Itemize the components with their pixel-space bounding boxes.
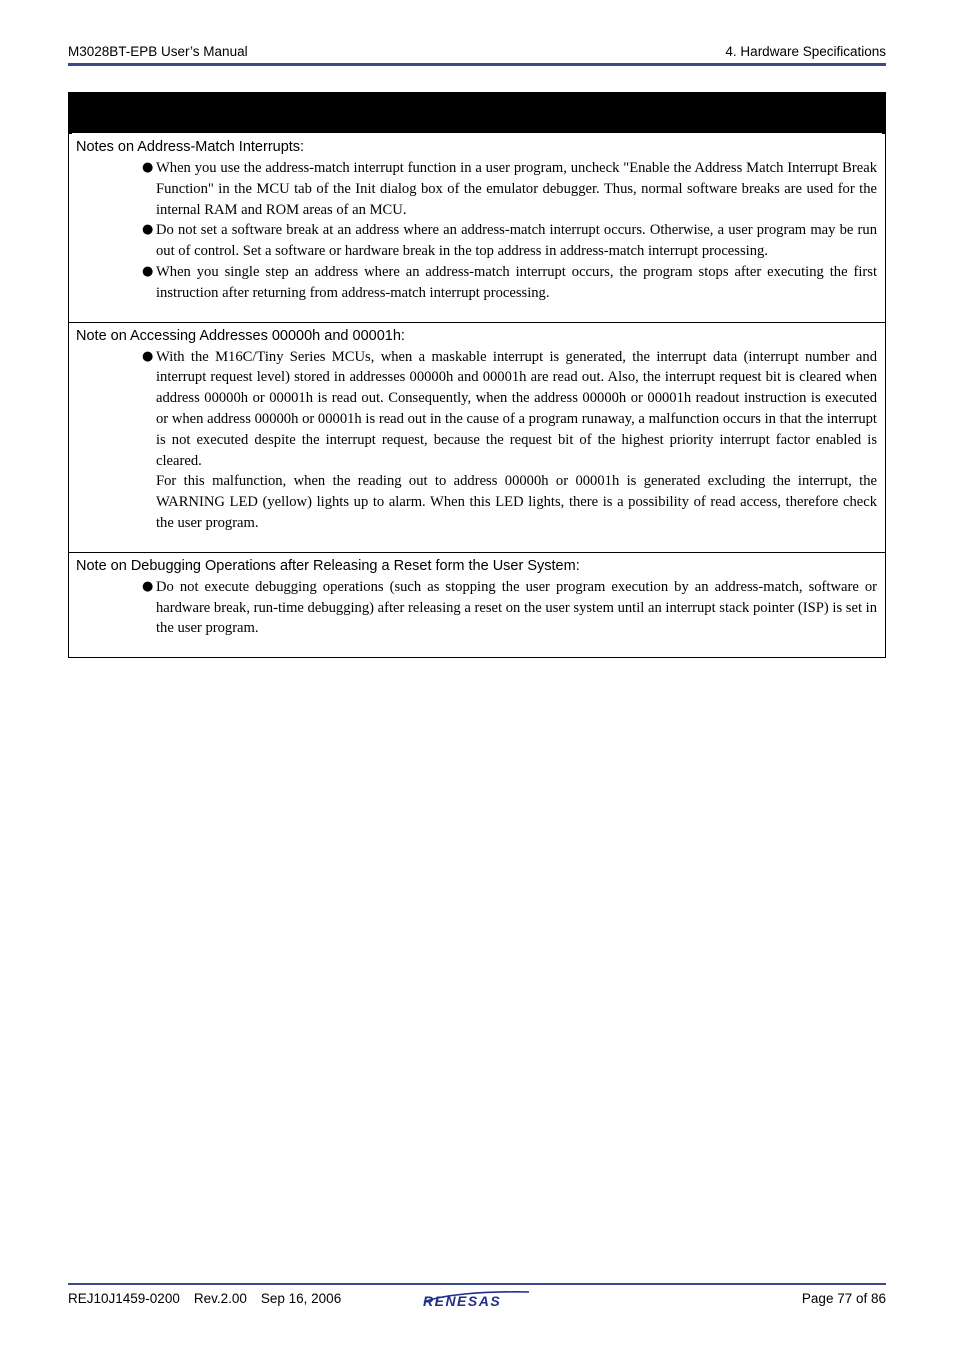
list-item	[76, 577, 877, 639]
list-item	[76, 347, 877, 534]
renesas-logo	[421, 1289, 535, 1309]
notes-section-address-match	[69, 134, 885, 322]
bullet-text: When you single step an address where an address-match interrupt occurs, the program stops after executing the first instruction after returning from address-match interrupt processing.	[156, 263, 877, 301]
list-item	[76, 220, 877, 262]
footer-rule	[68, 1283, 886, 1285]
bullet-list	[76, 158, 877, 304]
section-title: Notes on Address-Match Interrupts:	[76, 139, 305, 155]
bullet-text: Do not execute debugging operations (such as stopping the user program execution by an address-match, software or hardware break, run-time debugging) after releasing a reset on the user system until an interrupt stack pointer (ISP) is set in the user program.	[156, 578, 877, 637]
chapter-title: 4. Hardware Specifications	[725, 44, 886, 59]
bullet-text: When you use the address-match interrupt function in a user program, uncheck "Enable the Address Match Interrupt Break Function" in the MCU tab of the Init dialog box of the emulator debugger. Thus, normal software breaks are used for the internal RAM and ROM areas of an MCU.	[156, 160, 877, 218]
page-footer	[68, 1291, 886, 1309]
page-header	[68, 44, 886, 62]
bullet-icon: ●	[142, 348, 154, 364]
revision: Rev.2.00	[193, 1291, 247, 1306]
footer-doc-info	[68, 1291, 341, 1306]
date: Sep 16, 2006	[260, 1291, 342, 1306]
bullet-list	[76, 347, 877, 534]
bullet-icon: ●	[142, 222, 154, 238]
notes-box	[68, 92, 886, 658]
header-rule	[68, 63, 886, 66]
list-item	[76, 262, 877, 304]
list-item	[76, 158, 877, 220]
notes-section-addresses	[69, 322, 885, 552]
bullet-continuation: For this malfunction, when the reading out to address 00000h or 00001h is generated excluding the interrupt, the WARNING LED (yellow) lights up to alarm. When this LED lights, there is a possibility of read access, therefore check the user program.	[156, 473, 877, 531]
bullet-list	[76, 577, 877, 639]
bullet-icon: ●	[142, 160, 154, 175]
bullet-icon: ●	[142, 578, 154, 594]
bullet-text: Do not set a software break at an address where an address-match interrupt occurs. Otherwise, a user program may be run out of control. Set a software or hardware break in the top address in address-match interrupt processing.	[156, 222, 877, 260]
section-title: Note on Accessing Addresses 00000h and 00001h:	[76, 327, 405, 344]
section-title: Note on Debugging Operations after Releasing a Reset form the User System:	[76, 557, 580, 574]
manual-title: M3028BT-EPB User’s Manual	[68, 44, 248, 59]
bullet-icon: ●	[142, 263, 154, 279]
bullet-text: With the M16C/Tiny Series MCUs, when a maskable interrupt is generated, the interrupt data (interrupt number and interrupt request level) stored in addresses 00000h and 00001h are read out. Also, the interrupt request bit is cleared when address 00000h or 00001h is read out. Consequently, when the address 00000h or 00001h readout instruction is executed or when address 00000h or 00001h is read out in the cause of a program runaway, a malfunction occurs in that the interrupt is not executed despite the interrupt request, because the request bit of the highest priority interrupt factor enabled is cleared.	[156, 348, 877, 469]
notes-section-reset	[69, 552, 885, 657]
logo-wordmark: RENESAS	[423, 1293, 502, 1309]
notes-banner	[69, 93, 885, 134]
doc-number: REJ10J1459-0200	[68, 1291, 180, 1306]
page-number: Page 77 of 86	[801, 1291, 886, 1306]
